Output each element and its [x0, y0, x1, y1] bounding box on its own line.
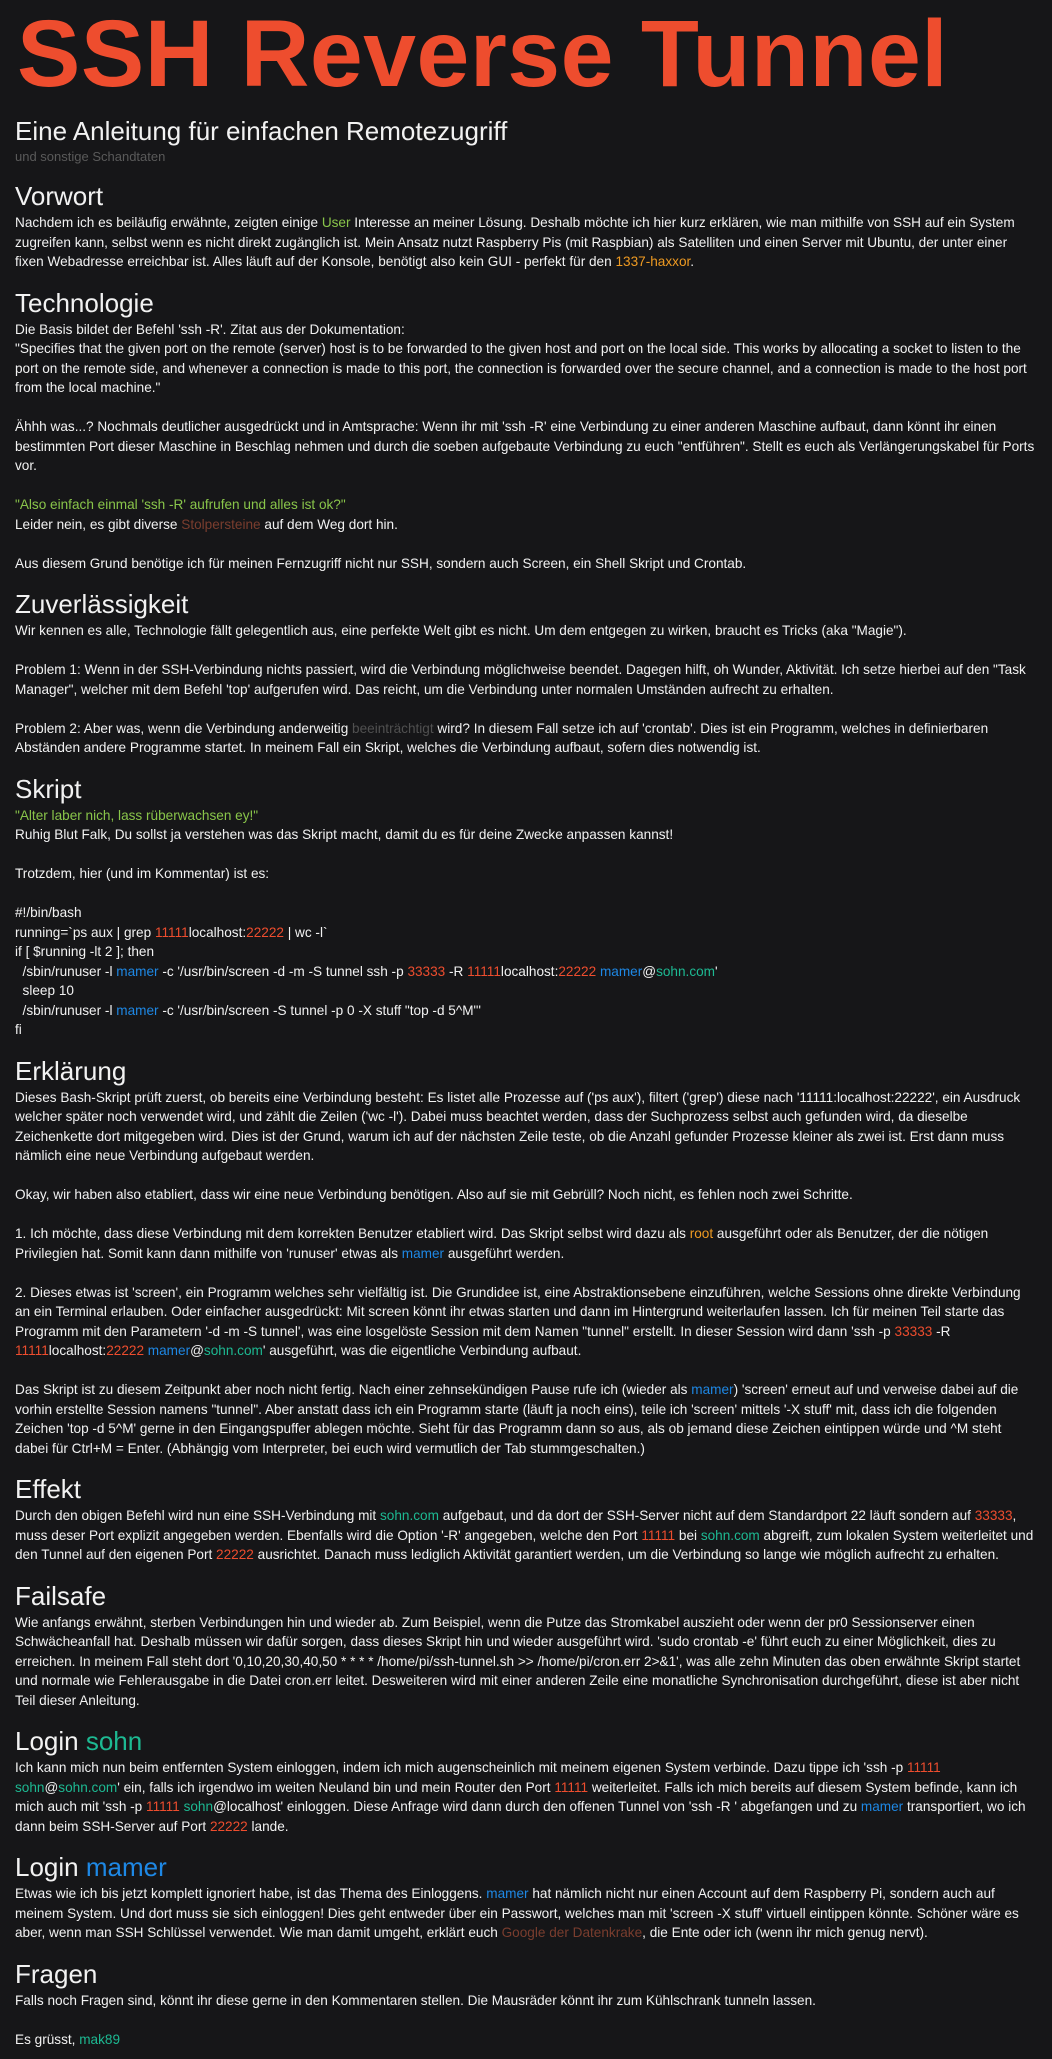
text: Etwas wie ich bis jetzt komplett ignoriert habe, ist das Thema des Einloggens.: [15, 1886, 487, 1901]
host-sohn: sohn.com: [203, 1343, 263, 1358]
login-mamer-paragraph: [15, 1884, 1037, 1943]
section-login-mamer: [15, 1852, 1037, 1943]
login-sohn-paragraph: [15, 1758, 1037, 1836]
user-sohn: sohn: [15, 1779, 45, 1795]
port-b: 22222: [246, 924, 284, 940]
text: Nachdem ich es beiläufig erwähnte, zeigten einige: [15, 215, 322, 230]
heading-failsafe: Failsafe: [15, 1580, 107, 1611]
user-sohn: sohn: [183, 1799, 214, 1814]
section-effekt: [15, 1474, 1037, 1565]
technologie-p4: [15, 515, 1037, 535]
signature: [15, 2030, 1037, 2050]
at-sign: @: [44, 1779, 59, 1795]
text: , die Ente oder ich (wenn ihr mich genug nervt).: [642, 1925, 928, 1940]
page-title: SSH Reverse Tunnel: [17, 1, 949, 107]
heading-effekt: Effekt: [15, 1474, 82, 1504]
erklaerung-p5: [15, 1380, 1037, 1458]
text: ': [715, 963, 718, 979]
text: 2. Dieses etwas ist 'screen', ein Programm welches sehr vielfältig ist. Die Grundidee ist, eine Abstraktionsebene einzuführen, welche Sessions ohne direkte Verbindung an ein Terminal erlauben. Oder einfacher ausgedrückt: Mit screen könnt ihr etwas starten und dann im Hintergrund weiterlaufen lassen. Ich für meinen Teil starte das Programm mit den Parametern '-d -m -S tunnel', was eine losgelöste Session mit dem Namen "tunnel" erstellt. In dieser Session wird dann 'ssh -p: [15, 1284, 1021, 1339]
text: lande.: [247, 1818, 289, 1834]
beeintraechtigt-highlight: beeinträchtigt: [352, 720, 434, 736]
section-failsafe: [15, 1581, 1037, 1711]
text: Login: [15, 1852, 86, 1882]
text: Problem 2: Aber was, wenn die Verbindung anderweitig: [15, 720, 353, 736]
port-a: 11111: [467, 963, 501, 979]
host-sohn: sohn.com: [700, 1527, 760, 1543]
text: ' ausgeführt, was die eigentliche Verbindung aufbaut.: [262, 1343, 582, 1358]
user-root: root: [689, 1226, 714, 1241]
text: ausgeführt werden.: [444, 1245, 565, 1261]
zuverlaessigkeit-p2: Problem 1: Wenn in der SSH-Verbindung nichts passiert, wird die Verbindung möglichweise beendet. Dagegen hilft, oh Wunder, Aktivität. Ich setze hierbei auf den "Task Manager", welcher mit dem Befehl 'top' aufgerufen wird. Das reicht, um die Verbindung unter normalen Umständen aufrecht zu erhalten.: [15, 662, 1026, 697]
code-line: [15, 962, 1037, 982]
technologie-p1: Die Basis bildet der Befehl 'ssh -R'. Zitat aus der Dokumentation:: [15, 321, 405, 337]
erklaerung-p2: Okay, wir haben also etabliert, dass wir eine neue Verbindung benötigen. Also auf sie mit Gebrüll? Noch nicht, es fehlen noch zwei Schritte.: [15, 1187, 853, 1202]
failsafe-paragraph: Wie anfangs erwähnt, sterben Verbindungen hin und wieder ab. Zum Beispiel, wenn die Putze das Stromkabel auszieht oder wenn der pr0 Sessionserver einen Schwächeanfall hat. Deshalb müssen wir dafür sorgen, dass dieses Skript hin und wieder ausgeführt wird. 'sudo crontab -e' führt euch zu einer Möglichkeit, dies zu erreichen. In meinem Fall steht dort '0,10,20,30,40,50 * * * * /home/pi/ssh-tunnel.sh >> /home/pi/cron.err 2>&1', was alle zehn Minuten das oben erwähnte Skript startet und normale wie Fehlerausgabe in die Datei cron.err leitet. Desweiteren wird mit einer anderen Zeile eine monatliche Synchronisation durchgeführt, diese ist aber nicht Teil dieser Anleitung.: [15, 1614, 1021, 1708]
user-mamer: mamer: [147, 1343, 191, 1358]
port-a: 11111: [554, 1779, 589, 1795]
text: hat nämlich nicht nur einen Account auf dem Raspberry Pi, sondern auch auf meinem System. Und dort muss sie sich einloggen! Dies geht entweder über ein Passwort, welches man mit 'screen -X stuff' virtuell eintippen könnte. Schöner wäre es aber, wenn man SSH Schlüssel verwendet. Wie man damit umgeht, erklärt euch: [15, 1886, 1019, 1940]
host: localhost:: [48, 1343, 107, 1358]
at-sign: @: [642, 963, 657, 979]
user-mamer: mamer: [860, 1799, 904, 1814]
text: aufgebaut, und da dort der SSH-Server nicht auf dem Standardport 22 läuft sondern auf: [438, 1508, 975, 1523]
section-login-sohn: [15, 1726, 1037, 1836]
code-line: #!/bin/bash: [15, 905, 82, 920]
port-c: 33333: [894, 1323, 933, 1339]
port-a: 11111: [641, 1527, 676, 1543]
text: ) 'screen' erneut auf und verweise dabei auf die vorhin erstellte Session namens "tunnel". Aber anstatt dass ich ein Programm starte (läuft ja noch eins), teile ich 'screen' mittels '-X stuff' mit, dass ich die folgenden Zeichen 'top -d 5^M' gerne in den Eingangspuffer ablegen möchte. Sieht für das Programm dann so aus, als ob jemand diese Zeichen eintippen würde und ^M steht dabei für Ctrl+M = Enter. (Abhängig vom Interpreter, bei euch wird vermutlich der Tab stummgeschalten.): [15, 1382, 1019, 1456]
page-subtitle: Eine Anleitung für einfachen Remotezugriff: [15, 116, 508, 146]
text: , muss deser Port explizit angegeben werden. Ebenfalls wird die Option '-R' angegeben, welche den Port: [15, 1508, 1017, 1543]
section-vorwort: [15, 181, 1037, 272]
skript-quote: "Alter laber nich, lass rüberwachsen ey!": [15, 807, 259, 823]
text: bei: [675, 1527, 701, 1543]
section-fragen: [15, 1959, 1037, 2050]
user-sohn: sohn: [85, 1726, 143, 1756]
text: -R: [932, 1323, 951, 1339]
fragen-paragraph: Falls noch Fragen sind, könnt ihr diese gerne in den Kommentaren stellen. Die Mausräder könnt ihr zum Kühlschrank tunneln lassen.: [15, 1992, 816, 2008]
code-line: if [ $running -lt 2 ]; then: [15, 944, 155, 959]
technologie-quote-docs: "Specifies that the given port on the remote (server) host is to be forwarded to the given host and port on the local side. This works by allocating a socket to listen to the port on the remote side, and whenever a connection is made to this port, the connection is forwarded over the secure channel, and a connection is made to the host port from the local machine.": [15, 341, 1027, 395]
haxxor-highlight: 1337-haxxor: [615, 254, 691, 269]
text: transportiert, wo ich dann beim SSH-Server auf Port: [15, 1799, 1026, 1834]
skript-p2: Trotzdem, hier (und im Kommentar) ist es:: [15, 866, 270, 881]
zuverlaessigkeit-p1: Wir kennen es alle, Technologie fällt gelegentlich aus, eine perfekte Welt gibt es nicht. Um dem entgegen zu wirken, braucht es Tricks (aka "Magie").: [15, 623, 907, 638]
text: Leider nein, es gibt diverse: [15, 516, 182, 532]
vorwort-paragraph: [15, 213, 1037, 272]
erklaerung-p1: Dieses Bash-Skript prüft zuerst, ob bereits eine Verbindung besteht: Es listet alle Prozesse auf ('ps aux'), filtert ('grep') diese nach '11111:localhost:22222', ein Ausdruck welcher später noch verwendet wird, und zählt die Zeilen ('wc -l'). Dabei muss beachtet werden, dass der Suchprozess selbst auch gefunden wird, da dieselbe Zeichenkette dort mitgegeben wird. Dies ist der Grund, warum ich auf der nächsten Zeile teste, ob die Anzahl gefunder Prozesse kleiner als zwei ist. Erst dann muss nämlich eine neue Verbindung aufgebaut werden.: [15, 1089, 1021, 1163]
host-sohn: sohn.com: [656, 963, 715, 979]
technologie-p3: Ähhh was...? Nochmals deutlicher ausgedrückt und in Amtsprache: Wenn ihr mit 'ssh -R' eine Verbindung zu einer anderen Maschine aufbaut, dann könnt ihr einen bestimmten Port dieser Maschine in Beschlag nehmen und durch die soeben aufgebaute Verbindung zu euch "entführen". Stellt es euch als Verlängerungskabel für Ports vor.: [15, 419, 1035, 473]
text: /sbin/runuser -l: [15, 1002, 117, 1018]
text: Interesse an meiner Lösung. Deshalb möchte ich hier kurz erklären, wie man mithilfe von SSH auf ein System zugreifen kann, selbst wenn es nicht direkt zugänglich ist. Mein Ansatz nutzt Raspberry Pis (mit Raspbian) als Satelliten und einen Server mit Ubuntu, der unter einer fixen Webadresse erreichbar ist. Alles läuft auf der Konsole, benötigt also kein GUI - perfekt für den: [15, 215, 1015, 269]
text: running=`ps aux | grep: [15, 924, 155, 940]
text: -c '/usr/bin/screen -d -m -S tunnel ssh -p: [158, 963, 408, 979]
code-line: fi: [15, 1022, 22, 1037]
heading-fragen: Fragen: [15, 1958, 98, 1989]
erklaerung-p4: [15, 1283, 1037, 1361]
text: /sbin/runuser -l: [15, 963, 117, 979]
code-line: sleep 10: [15, 983, 74, 998]
port-b: 22222: [106, 1343, 145, 1358]
stolpersteine-link[interactable]: Stolpersteine: [181, 516, 261, 532]
heading-vorwort: Vorwort: [15, 181, 104, 211]
text: @localhost' einloggen. Diese Anfrage wird dann durch den offenen Tunnel von 'ssh -R ' abgefangen und zu: [213, 1799, 861, 1814]
user-mamer: mamer: [85, 1852, 167, 1882]
section-technologie: [15, 288, 1037, 574]
text: Login: [15, 1726, 86, 1756]
host: localhost:: [500, 963, 559, 979]
user-highlight: User: [321, 215, 351, 230]
at-sign: @: [190, 1343, 204, 1358]
author-link[interactable]: mak89: [79, 2031, 121, 2047]
text: ' ein, falls ich irgendwo im weiten Neuland bin und mein Router den Port: [117, 1779, 555, 1795]
technologie-p5: Aus diesem Grund benötige ich für meinen Fernzugriff nicht nur SSH, sondern auch Screen, ein Shell Skript und Crontab.: [15, 555, 747, 571]
text: weiterleitet. Falls ich mich bereits auf diesem System befinde, kann ich mich auch mit 'ssh -p: [15, 1779, 1018, 1814]
heading-erklaerung: Erklärung: [15, 1055, 127, 1086]
heading-zuverlaessigkeit: Zuverlässigkeit: [15, 589, 189, 619]
text: Ich kann mich nun beim entfernten System einloggen, indem ich mich augenscheinlich mit meinem eigenen System verbinde. Dazu tippe ich 'ssh -p: [15, 1760, 907, 1775]
text: ausgeführt oder als Benutzer, der die nötigen Privilegien hat. Somit kann dann mithilfe von 'runuser' etwas als: [15, 1226, 989, 1261]
host-sohn: sohn.com: [380, 1508, 439, 1523]
text: .: [690, 254, 695, 269]
port-a: 11111: [146, 1799, 180, 1814]
technologie-quote: "Also einfach einmal 'ssh -R' aufrufen und alles ist ok?": [15, 497, 346, 512]
user-mamer: mamer: [691, 1382, 734, 1397]
page: [0, 1, 1052, 2049]
port-b: 22222: [209, 1818, 248, 1834]
port-a: 11111: [906, 1760, 941, 1775]
text: wird? In diesem Fall setze ich auf 'crontab'. Dies ist ein Programm, welches in definierbaren Abständen andere Programme startet. In meinem Fall ein Skript, welches die Verbindung aufbaut, sofern dies notwendig ist.: [15, 720, 989, 755]
text: ausrichtet. Danach muss lediglich Aktivität garantiert werden, um die Verbindung so lange wie möglich aufrecht zu erhalten.: [253, 1547, 999, 1562]
code-line: [15, 923, 1037, 943]
host-sohn: sohn.com: [58, 1779, 118, 1795]
page-tagline: und sonstige Schandtaten: [15, 149, 166, 164]
effekt-paragraph: [15, 1506, 1037, 1565]
text: Es grüsst,: [15, 2031, 80, 2047]
port-b: 22222: [558, 963, 597, 979]
port-c: 33333: [974, 1508, 1013, 1523]
user-mamer: mamer: [486, 1886, 529, 1901]
text: Durch den obigen Befehl wird nun eine SSH-Verbindung mit: [15, 1508, 380, 1523]
section-erklaerung: [15, 1056, 1037, 1459]
text: abgreift, zum lokalen System weiterleitet und den Tunnel auf den eigenen Port: [15, 1527, 1034, 1562]
heading-login-sohn: [15, 1726, 1037, 1756]
heading-login-mamer: [15, 1852, 1037, 1882]
section-zuverlaessigkeit: [15, 589, 1037, 758]
zuverlaessigkeit-p3: [15, 719, 1037, 758]
skript-p1: Ruhig Blut Falk, Du sollst ja verstehen was das Skript macht, damit du es für deine Zwecke anpassen kannst!: [15, 827, 674, 842]
text: -c '/usr/bin/screen -S tunnel -p 0 -X stuff "top -d 5^M"': [158, 1002, 481, 1018]
erklaerung-p3: [15, 1224, 1037, 1263]
code-line: [15, 1001, 1037, 1021]
text: 1. Ich möchte, dass diese Verbindung mit dem korrekten Benutzer etabliert wird. Das Skript selbst wird dazu als: [15, 1226, 690, 1241]
user-mamer: mamer: [401, 1245, 445, 1261]
heading-skript: Skript: [15, 773, 82, 804]
port-c: 33333: [407, 963, 446, 979]
user-mamer: mamer: [116, 963, 159, 979]
text: Das Skript ist zu diesem Zeitpunkt aber noch nicht fertig. Nach einer zehnsekündigen Pause rufe ich (wieder als: [15, 1382, 692, 1397]
port-a: 11111: [15, 1343, 49, 1358]
user-mamer: mamer: [599, 963, 643, 979]
host: localhost:: [188, 924, 247, 940]
text: -R: [445, 963, 468, 979]
google-link[interactable]: Google der Datenkrake: [501, 1925, 643, 1940]
text: auf dem Weg dort hin.: [260, 516, 398, 532]
section-skript: [15, 774, 1037, 1040]
text: | wc -l`: [283, 924, 328, 940]
heading-technologie: Technologie: [15, 287, 154, 318]
code-block: [15, 903, 1037, 1040]
port-a: 11111: [154, 924, 189, 940]
port-b: 22222: [216, 1547, 254, 1562]
user-mamer: mamer: [116, 1002, 159, 1018]
